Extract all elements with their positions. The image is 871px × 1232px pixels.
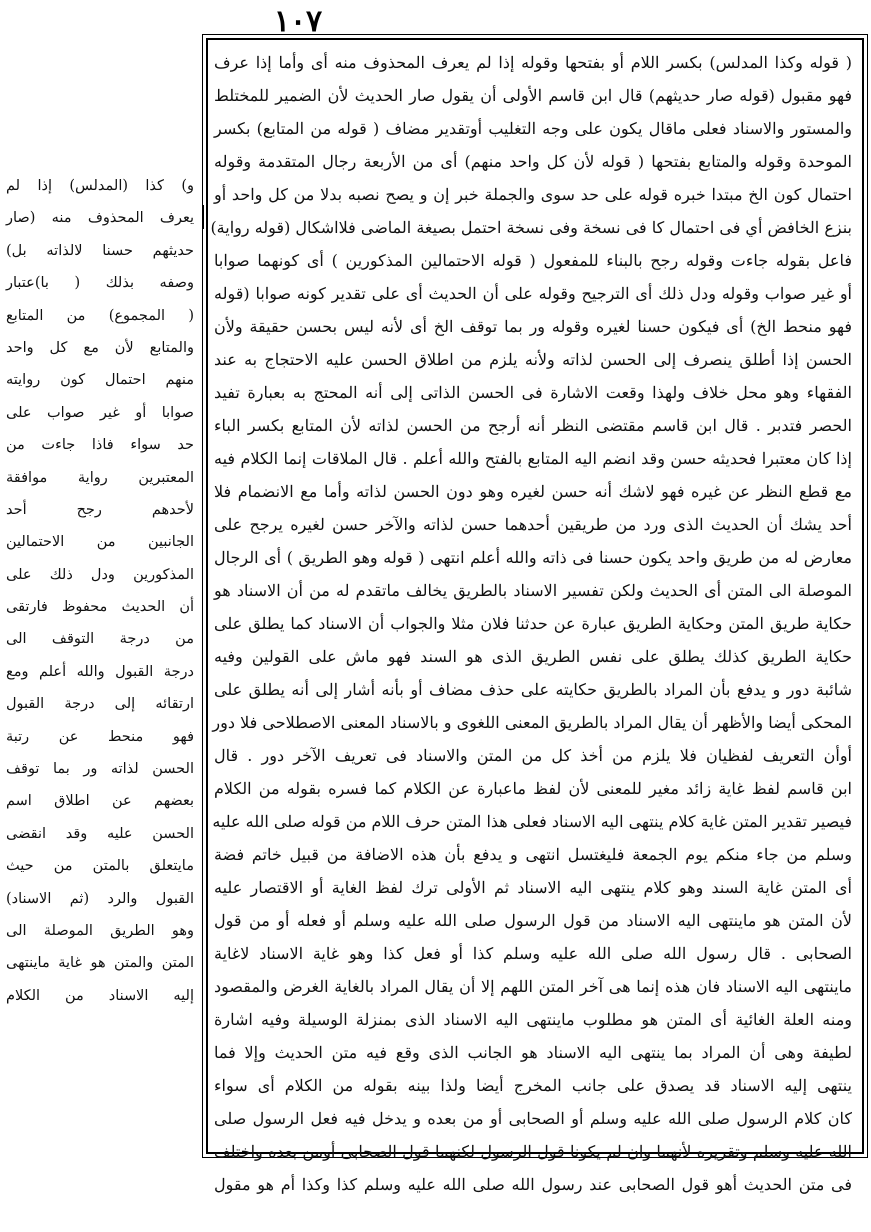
commentary-line: فى متن الحديث أهو قول الصحابى عند رسول الله صلى الله عليه وسلم كذا وكذا أم هو مقول [214,1175,852,1194]
base-text-line: من درجة التوقف الى [6,631,194,648]
commentary-line: ومنه العلة الغائية أى المتن هو مطلوب ماينتهى اليه الاسناد الذى بمنزلة الوسيلة وفيه اشارة [214,1010,852,1029]
commentary-line: ( قوله وكذا المدلس) بكسر اللام أو بفتحها وقوله إذا لم يعرف المحذوف منه أى وأما إذا عرف [214,53,852,72]
base-text-line: أن الحديث محفوظ فارتقى [6,599,194,616]
commentary-line: المحكى أيضا والأظهر أن يقال المراد بالطريق المعنى اللغوى و بالاسناد المعنى الاصطلاحى فلا دور [212,713,852,732]
commentary-line: كان كلام الرسول صلى الله عليه وسلم أو الصحابى أو من بعده و يدخل فيه فعل الرسول صلى [214,1109,852,1128]
commentary-text [210,46,853,1194]
base-text-line: ارتقائه إلى درجة القبول [6,696,194,713]
base-text-line: يعرف المحذوف منه (صار [6,210,194,227]
base-text-line: وهو الطريق الموصلة الى [6,922,194,939]
base-text-line: مايتعلق بالمتن من حيث [6,858,194,875]
commentary-line: شائبة دور و يدفع بأن المراد بالطريق حكايته على حذف مضاف أو بأنه أشار إلى أنه يطلق على [214,680,853,699]
base-text-line: وصفه بذلك ( با)عتبار [6,275,194,292]
base-text-line: المتن والمتن هو غاية ماينتهى [6,955,194,972]
base-text-line: حديثهم حسنا لالذاته بل) [6,242,194,259]
base-text-line: الحسن عليه وقد انقضى [6,825,194,842]
commentary-line: أحد يشك أن الحديث الذى ورد من طريقين أحدهما حسن لذاته والآخر حسن لغيره يرجح على [214,515,852,534]
base-text-line: و) كذا (المدلس) إذا لم [6,178,194,194]
commentary-line: حكاية طريق المتن وحكاية الطريق عبارة عن حدثنا فلان مثلا والجواب أن الاسناد كما يطلق على [214,614,853,633]
commentary-line: مع قطع النظر عن غيره فهو لاشك أنه حسن لغيره وهو دون الحسن لذاته وأما مع الانضمام فلا [214,482,852,501]
commentary-line: الفقهاء وهو محل خلاف ولهذا وقعت الاشارة فى الحسن الذاتى إلى أنه المحتج به بعبارة تفيد [214,383,852,402]
margin-mark [202,205,204,229]
commentary-line: ماينتهى اليه الاسناد فان هذه إنما هى آخر المتن اللهم إلا أن يقال المراد بالغاية الغرض والمقصود [214,977,852,996]
commentary-line: الموصلة الى المتن أى الحديث ولكن تفسير الاسناد بالطريق يخالف ماتقدم له من أن الاسناد هو [214,581,852,600]
commentary-line: وسلم من جاء منكم يوم الجمعة فليغتسل انتهى و يدفع بأن هذه الاضافة من قبيل خاتم فضة [214,845,852,864]
commentary-line: فهو مقبول (قوله صار حديثهم) قال ابن قاسم الأولى أن يقول صار الحديث لأن الضمير للمختلط [214,86,852,105]
base-text-line: الجانبين من الاحتمالين [6,534,194,551]
commentary-line: بنزع الخافض أي فى احتمال كا فى نسخة وفى نسخة احتمل بصيغة الماضى فلااشكال (قوله رواية) [210,218,852,237]
base-text-line: إليه الاسناد من الكلام [6,987,194,1004]
base-text-column [6,170,194,1010]
base-text-line: حد سواء فاذا جاءت من [6,437,194,454]
commentary-line: الحسن إذا أطلق ينصرف إلى الحسن لذاته ولأنه يلزم من اطلاق الحسن عليه الاحتجاج به عند [214,350,852,369]
commentary-line: أى المتن غاية السند وهو كلام ينتهى اليه الاسناد ثم الأولى ترك لفظ الغاية أو الاقتصار عليه [214,878,852,897]
commentary-line: أوأن التعريف لفظيان فلا يلزم من أخذ كل من المتن والاسناد فى تعريف الآخر دور . قال [214,746,852,765]
base-text-line: القبول والرد (ثم الاسناد) [6,890,194,907]
commentary-line: الله عليه وسلم وتقريره لأنهما وان لم يكونا قول الرسول لكنهما قول الصحابى أومن بعده واختلف [214,1142,852,1161]
base-text-line: منهم احتمال كون روايته [6,372,194,389]
commentary-line: ابن قاسم لفظ غاية زائد مغير للمعنى لأن لفظ ماعبارة عن الكلام كما فسره بقوله من الكلام [214,779,852,798]
commentary-line: لطيفة وهى أن المراد بما ينتهى اليه الاسناد هو الجانب الذى وقع فيه متن الحديث وإلا فما [214,1043,852,1062]
base-text-line: بعضهم عن اطلاق اسم [6,793,194,810]
base-text-line: المعتبرين رواية موافقة [6,469,194,486]
base-text-line: صوابا أو غير صواب على [6,404,194,421]
commentary-line: لأن المتن هو ماينتهى اليه الاسناد من قول الرسول صلى الله عليه وسلم أو فعله أو من قول [214,911,852,930]
commentary-line: أو غير صواب وقوله ودل ذلك أى الترجيح وقوله على أن الحديث أى على تقدير كونه صوابا (قوله [214,284,853,303]
commentary-line: فهو منحط الخ) أى فيكون حسنا لغيره وقوله ور بما توقف الخ أى لأنه ليس بحسن حقيقة ولأن [214,317,852,336]
commentary-line: فيصير تقدير المتن غاية كلام ينتهى اليه الاسناد فعلى هذا المتن حرف اللام من قوله صلى الله عليه [212,812,852,831]
base-text-line: درجة القبول والله أعلم ومع [6,663,194,680]
base-text-line: لأحدهم رجح أحد [6,501,194,518]
commentary-line: الصحابى . قال رسول الله صلى الله عليه وسلم كذا أو فعل كذا وهو غاية الاسناد لاغاية [214,944,852,963]
base-text-line: ( المجموع) من المتابع [6,307,194,324]
commentary-line: احتمال كون الخ مبتدا خبره قوله على حد سوى والجملة خبر إن و يصح نصبه بدلا من كل واحد أو [214,185,852,204]
commentary-line: فاعل بقوله جاءت وقوله رجح بالبناء للمفعول ( قوله الاحتمالين المذكورين ) أى كونهما صوابا [214,251,852,270]
base-text-line: المذكورين ودل ذلك على [6,566,194,583]
commentary-line: ينتهى إليه الاسناد قد يصدق على جانب المخرج أيضا ولذا بينه بقوله من الكلام أى سواء [214,1076,852,1095]
commentary-line: والمستور والاسناد فعلى ماقال يكون على وجه التغليب أوتقدير مضاف ( قوله من المتابع) بكسر [214,119,852,138]
page-number: ١٠٧ [273,4,323,39]
commentary-line: حكاية الطريق كذلك يطلق على نفس الطريق الذى هو السند فهو ماش على القولين وفيه [214,647,852,666]
commentary-line: الحصر فتدبر . قال ابن قاسم مقتضى النظر أنه أرجح من الحسن لذاته لأن المتابع بكسر الباء [214,416,852,435]
commentary-line: الموحدة وقوله والمتابع بفتحها ( قوله لأن كل واحد منهم) أى من الأربعة رجال المتقدمة وقوله [214,152,852,171]
commentary-line: معارض له من طريق واحد يكون حسنا فى ذاته والله أعلم انتهى ( قوله وهو الطريق ) أى الرجال [214,548,852,567]
base-text-line: فهو منحط عن رتبة [6,728,194,745]
base-text-line: الحسن لذاته ور بما توقف [6,761,194,778]
base-text-line: والمتابع لأن مع كل واحد [6,339,194,356]
commentary-line: إذا كان معتبرا فحديثه حسن وقد انضم اليه المتابع بالفتح والله أعلم . قال الملاقات إنما الكلام فيه [214,449,852,468]
